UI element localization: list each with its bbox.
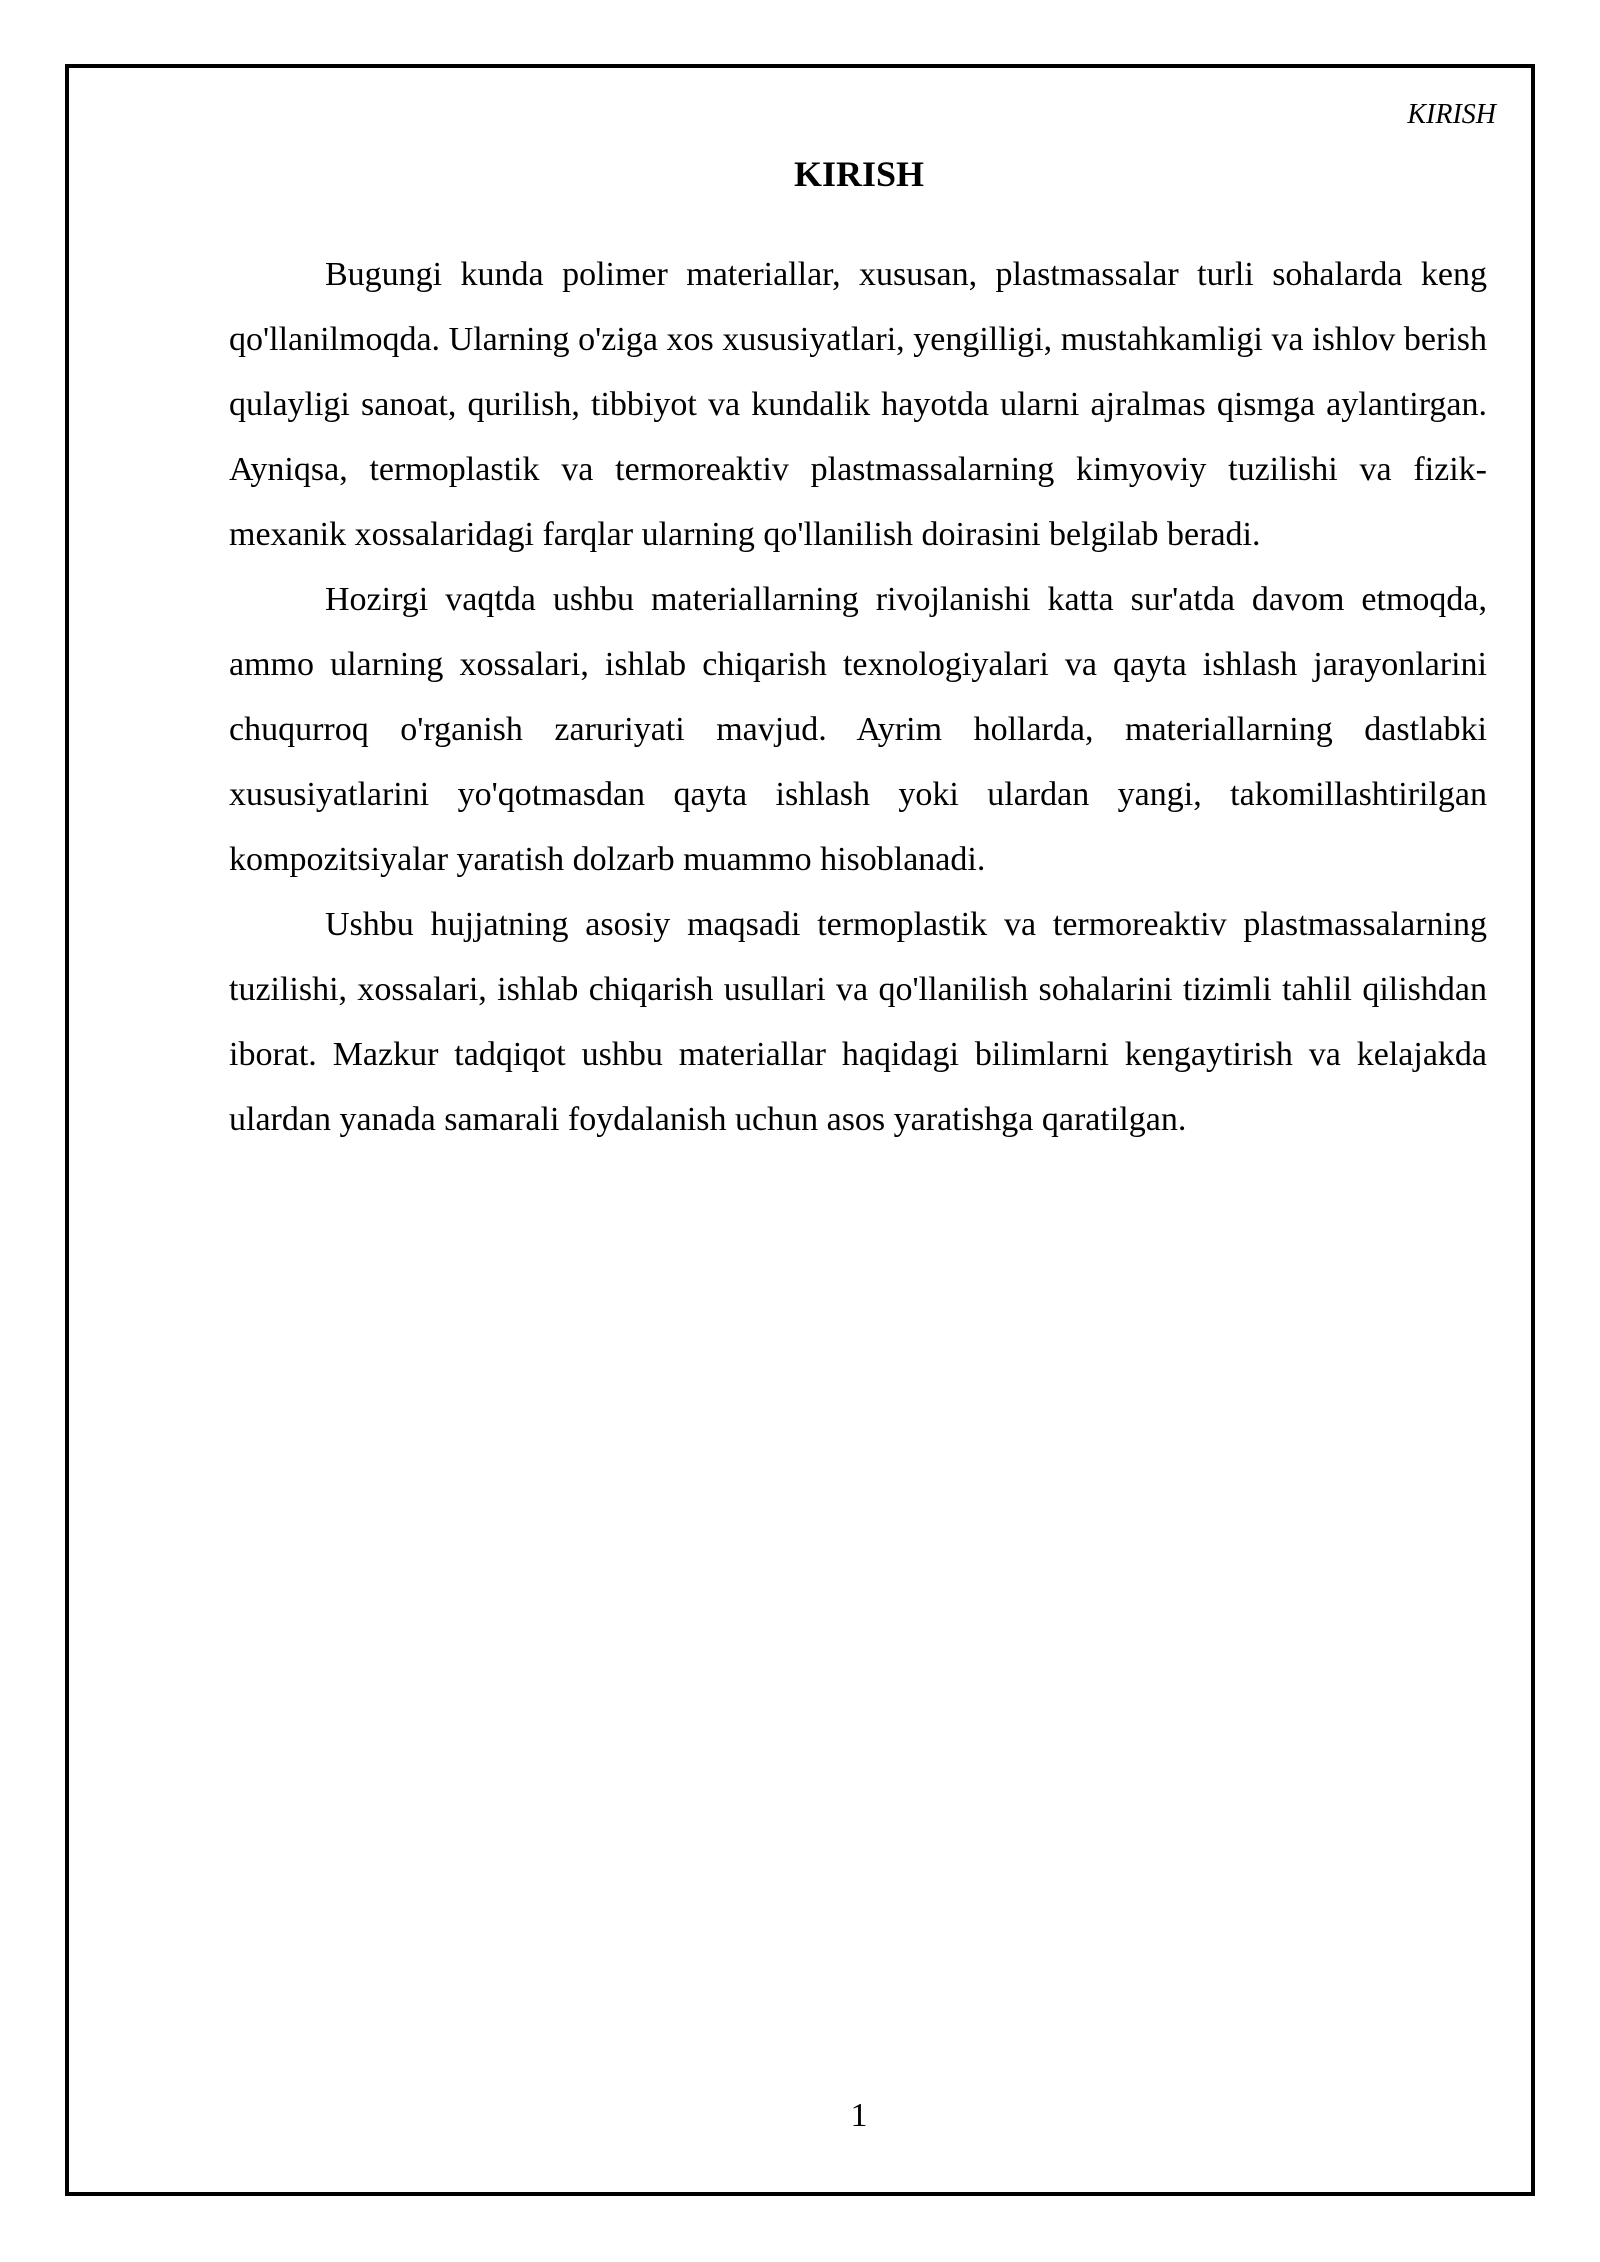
document-body [229, 242, 1487, 1152]
paragraph: Ushbu hujjatning asosiy maqsadi termoplastik va termoreaktiv plastmassalarning tuzilishi, xossalari, ishlab chiqarish usullari va qo'llanilish sohalarini tizimli tahlil qilishdan iborat. Mazkur tadqiqot ushbu materiallar haqidagi bilimlarni kengaytirish va kelajakda ulardan yanada samarali foydalanish uchun asos yaratishga qaratilgan. [229, 906, 1487, 1138]
running-header: KIRISH [1407, 99, 1496, 130]
page-number: 1 [850, 2097, 868, 2134]
paragraph: Bugungi kunda polimer materiallar, xususan, plastmassalar turli sohalarda keng qo'llanilmoqda. Ularning o'ziga xos xususiyatlari, yengilligi, mustahkamligi va ishlov berish qulayligi sanoat, qurilish, tibbiyot va kundalik hayotda ularni ajralmas qismga aylantirgan. Ayniqsa, termoplastik va termoreaktiv plastmassalarning kimyoviy tuzilishi va fizik-mexanik xossalaridagi farqlar ularning qo'llanilish doirasini belgilab beradi. [229, 256, 1487, 553]
document-title: KIRISH [793, 154, 925, 194]
paragraph: Hozirgi vaqtda ushbu materiallarning rivojlanishi katta sur'atda davom etmoqda, ammo ularning xossalari, ishlab chiqarish texnologiyalari va qayta ishlash jarayonlarini chuqurroq o'rganish zaruriyati mavjud. Ayrim hollarda, materiallarning dastlabki xususiyatlarini yo'qotmasdan qayta ishlash yoki ulardan yangi, takomillashtirilgan kompozitsiyalar yaratish dolzarb muammo hisoblanadi. [229, 581, 1487, 878]
